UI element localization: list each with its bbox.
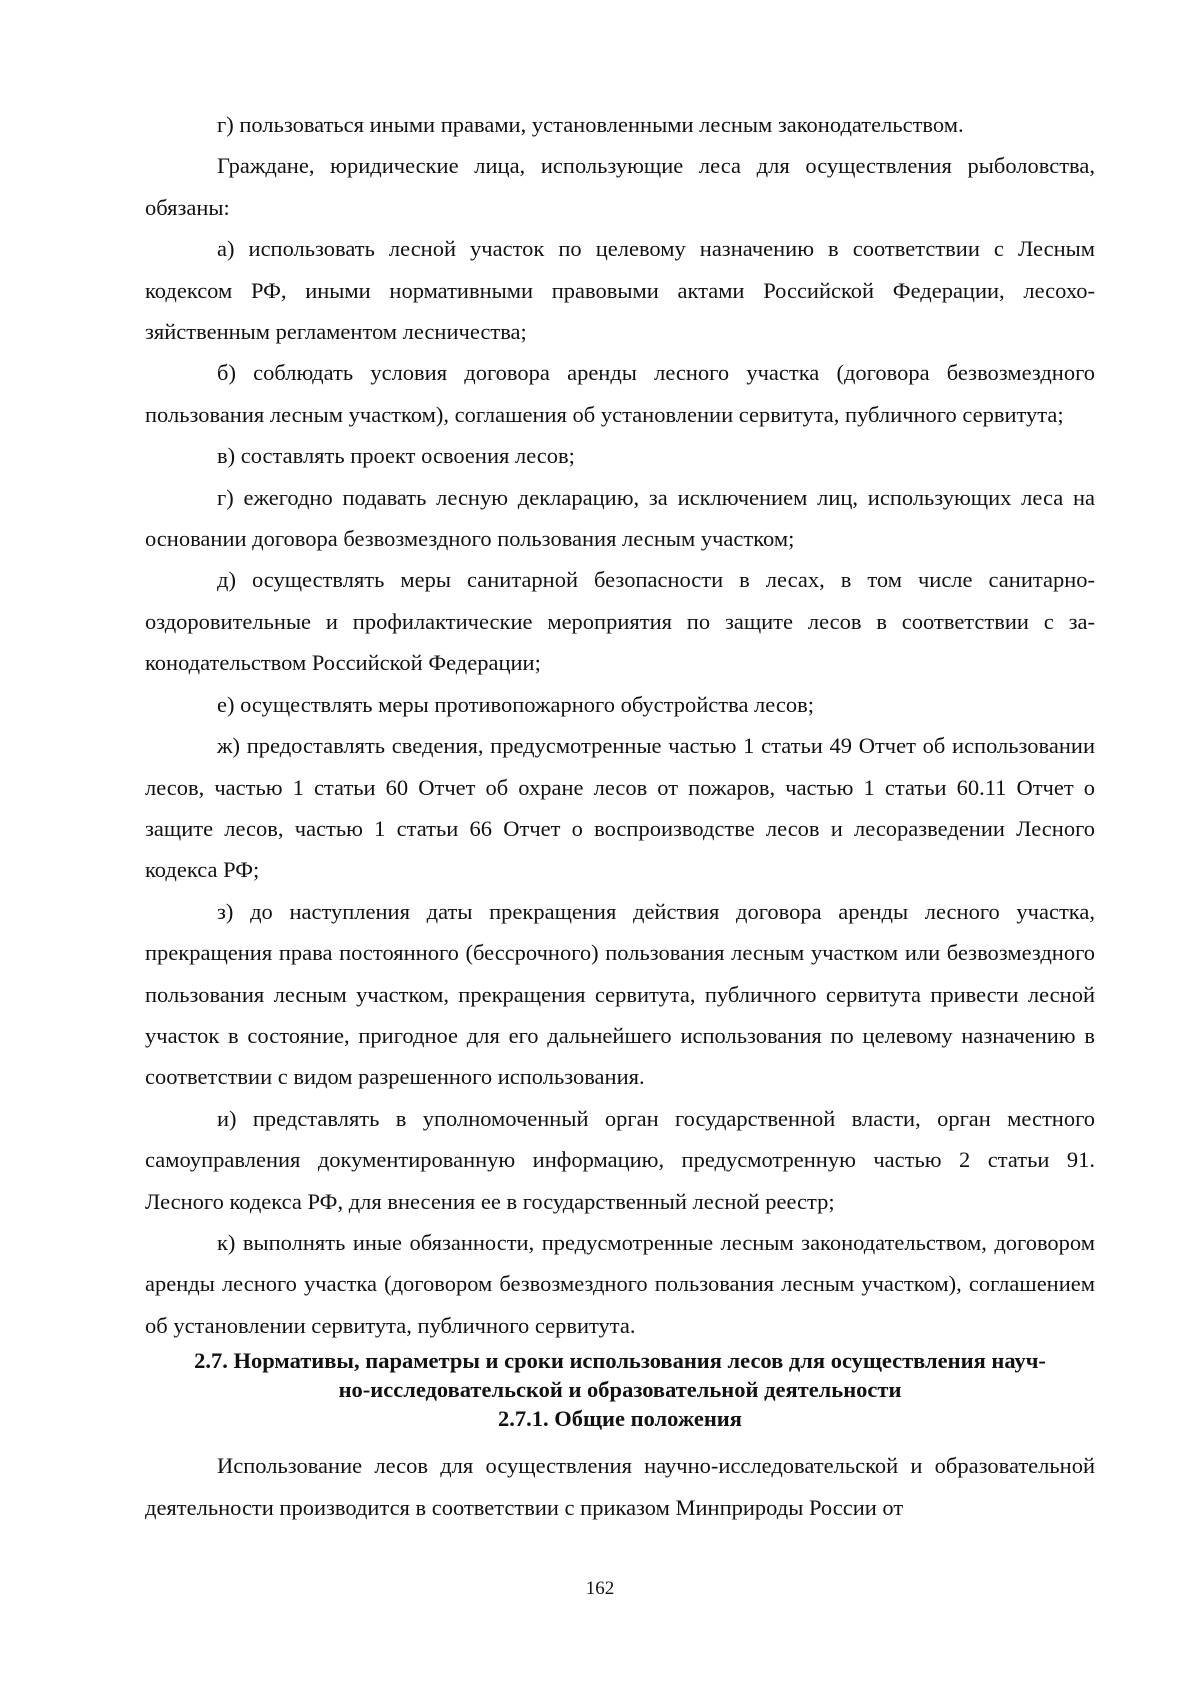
paragraph-research-use: Использование лесов для осуществления научно-исследовательской и образовательной деятельности производится в соответствии с приказом Минприроды России от — [145, 1453, 1095, 1520]
paragraph-other-rights: г) пользоваться иными правами, установленными лесным законодательством. — [217, 112, 964, 137]
paragraph-item-e: е) осуществлять меры противопожарного обустройства лесов; — [217, 691, 814, 717]
paragraph-item-a: а) использовать лесной участок по целевому назначению в соответствии с Лесным кодексом РФ, иными нормативными правовыми актами Российской Федерации, лесохозяйственным регламентом лесничества; — [145, 236, 1095, 345]
paragraph-item-k: к) выполнять иные обязанности, предусмотренные лесным законодательством, договором аренды лесного участка (договором безвозмездного пользования лесным участком), соглашением об установлении сервитута, публичного сервитута. — [145, 1229, 1095, 1338]
section-heading-line1: 2.7. Нормативы, параметры и сроки использования лесов для осуществления науч- — [194, 1348, 1046, 1374]
section-heading — [145, 1346, 1095, 1433]
paragraph-item-g: г) ежегодно подавать лесную декларацию, за исключением лиц, использующих леса на основании договора безвозмездного пользования лесным участком; — [145, 484, 1095, 552]
page-number: 162 — [585, 1578, 615, 1599]
paragraph-item-v: в) составлять проект освоения лесов; — [217, 443, 575, 469]
paragraph-item-i: и) представлять в уполномоченный орган государственной власти, орган местного самоуправления документированную информацию, предусмотренную частью 2 статьи 91. Лесного кодекса РФ, для внесения ее в государственный лесной реестр; — [145, 1105, 1095, 1214]
paragraph-obligations-intro: Граждане, юридические лица, использующие леса для осуществления рыболовства, обязаны: — [145, 153, 1095, 220]
paragraph-item-zh: ж) предоставлять сведения, предусмотренные частью 1 статьи 49 Отчет об использовании лесов, частью 1 статьи 60 Отчет об охране лесов от пожаров, частью 1 статьи 60.11 Отчет о защите лесов, частью 1 статьи 66 Отчет о воспроизводстве лесов и лесоразведении Лесного кодекса РФ; — [145, 733, 1095, 883]
paragraph-item-b: б) соблюдать условия договора аренды лесного участка (договора безвозмездного пользования лесным участком), соглашения об установлении сервитута, публичного сервитута; — [145, 360, 1095, 427]
subsection-heading: 2.7.1. Общие положения — [498, 1406, 742, 1432]
document-page — [145, 104, 1095, 1528]
paragraph-item-z: з) до наступления даты прекращения действия договора аренды лесного участка, прекращения права постоянного (бессрочного) пользования лесным участком или безвозмездного пользования лесным участком, прекращения сервитута, публичного сервитута привести лесной участок в состояние, пригодное для его дальнейшего использования по целевому назначению в соответствии с видом разрешенного использования. — [145, 898, 1095, 1090]
paragraph-item-d: д) осуществлять меры санитарной безопасности в лесах, в том числе санитарно-оздоровительные и профилактические мероприятия по защите лесов в соответствии с законодательством Российской Федерации; — [145, 567, 1095, 676]
section-heading-line2: но-исследовательской и образовательной деятельности — [338, 1377, 902, 1403]
